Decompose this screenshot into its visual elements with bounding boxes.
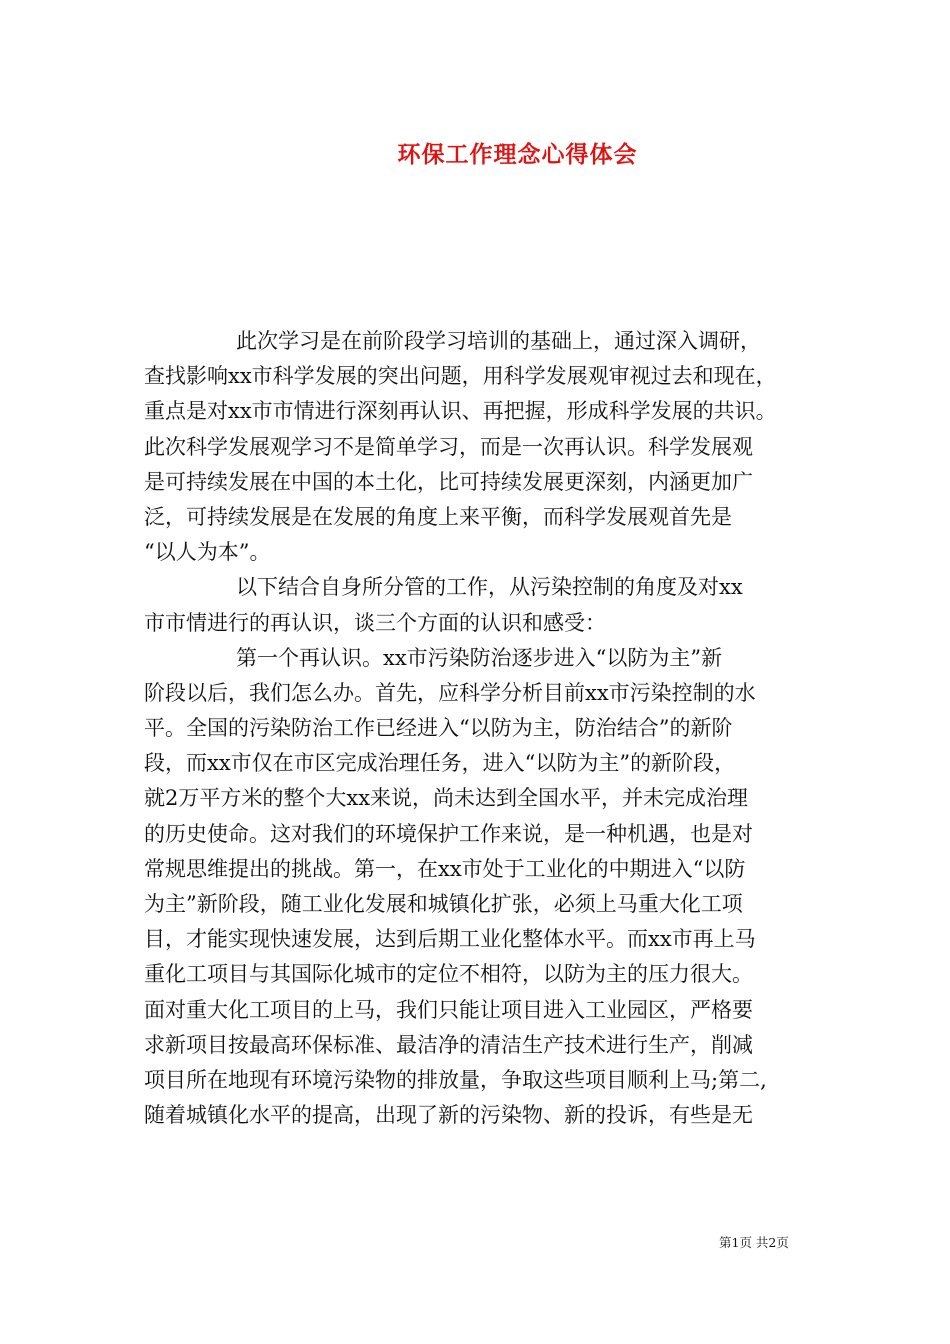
paragraph-line: 项目所在地现有环境污染物的排放量，争取这些项目顺利上马;第二, [144,1067,767,1092]
paragraph-line: 第一个再认识。xx市污染防治逐步进入“以防为主”新 [236,645,723,670]
paragraph-line: 平。全国的污染防治工作已经进入“以防为主，防治结合”的新阶 [144,716,733,741]
paragraph-line: 以下结合自身所分管的工作，从污染控制的角度及对xx [236,575,743,600]
paragraph-line: “以人为本”。 [144,540,271,565]
paragraph-line: 为主”新阶段，随工业化发展和城镇化扩张，必须上马重大化工项 [144,892,743,916]
paragraph-line: 是可持续发展在中国的本土化，比可持续发展更深刻，内涵更加广 [144,469,753,494]
paragraph-line: 此次科学发展观学习不是简单学习，而是一次再认识。科学发展观 [144,434,753,459]
paragraph-line: 泛，可持续发展是在发展的角度上来平衡，而科学发展观首先是 [144,504,732,529]
document-title: 环保工作理念心得体会 [397,141,638,168]
paragraph-line: 求新项目按最高环保标准、最洁净的清洁生产技术进行生产，削减 [144,1032,753,1057]
paragraph-line: 目，才能实现快速发展，达到后期工业化整体水平。而xx市再上马 [144,927,756,952]
paragraph-line: 市市情进行的再认识，谈三个方面的认识和感受： [144,610,606,635]
paragraph-line: 段，而xx市仅在市区完成治理任务，进入“以防为主”的新阶段， [144,751,736,776]
paragraph-line: 查找影响xx市科学发展的突出问题，用科学发展观审视过去和现在， [144,364,777,389]
paragraph-line: 常规思维提出的挑战。第一，在xx市处于工业化的中期进入“以防 [144,856,746,881]
paragraph-line: 此次学习是在前阶段学习培训的基础上，通过深入调研， [236,329,761,353]
paragraph-line: 重化工项目与其国际化城市的定位不相符，以防为主的压力很大。 [144,962,753,987]
paragraph-line: 阶段以后，我们怎么办。首先，应科学分析目前xx市污染控制的水 [144,680,756,705]
paragraph-line: 面对重大化工项目的上马，我们只能让项目进入工业园区，严格要 [144,997,753,1022]
paragraph-line: 随着城镇化水平的提高，出现了新的污染物、新的投诉，有些是无 [144,1103,753,1128]
document-body [144,324,824,1133]
paragraph-line: 的历史使命。这对我们的环境保护工作来说，是一种机遇，也是对 [144,821,753,846]
page-footer: 第1页 共2页 [719,1235,789,1250]
paragraph-line: 就2万平方米的整个大xx来说，尚未达到全国水平，并未完成治理 [144,786,749,811]
paragraph-line: 重点是对xx市市情进行深刻再认识、再把握，形成科学发展的共识。 [144,399,777,424]
